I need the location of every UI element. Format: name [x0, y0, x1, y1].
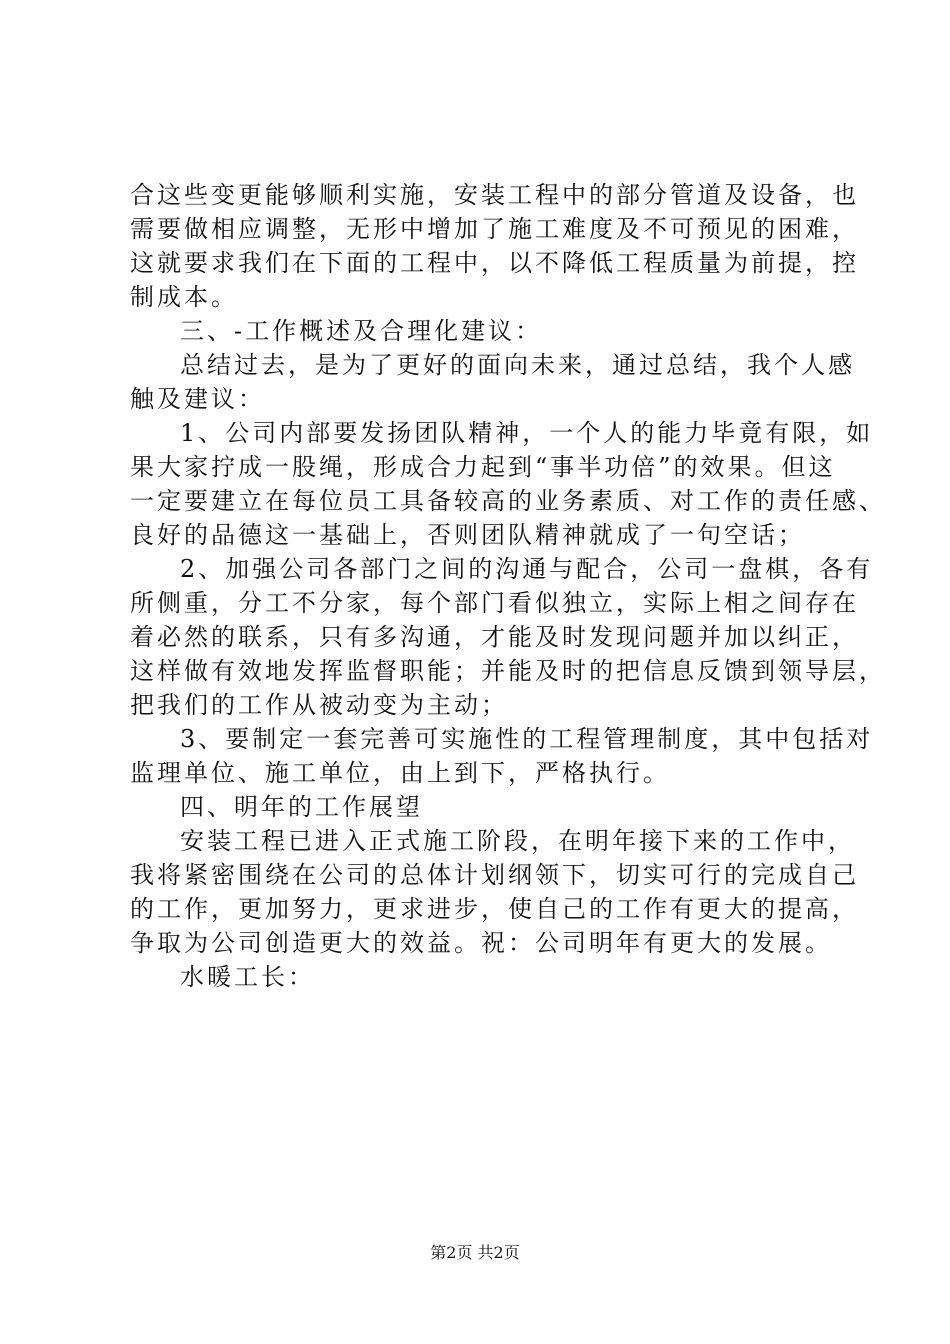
- text-line: 所侧重，分工不分家，每个部门看似独立，实际上相之间存在: [130, 589, 859, 617]
- list-item: 1、公司内部要发扬团队精神，一个人的能力毕竟有限，如: [180, 419, 874, 447]
- text-line: 良好的品德这一基础上，否则团队精神就成了一句空话；: [130, 521, 805, 549]
- page-footer: [0, 1243, 950, 1263]
- text-line: 一定要建立在每位员工具备较高的业务素质、对工作的责任感、: [130, 487, 886, 515]
- text-line: 合这些变更能够顺利实施，安装工程中的部分管道及设备，也: [130, 181, 859, 209]
- section-heading: 四、明年的工作展望: [180, 793, 423, 821]
- text-line: 果大家拧成一股绳，形成合力起到“事半功倍”的效果。但这: [130, 453, 836, 481]
- page-number: 第2页 共2页: [430, 1243, 520, 1262]
- text-line: 安装工程已进入正式施工阶段，在明年接下来的工作中，: [180, 827, 855, 855]
- text-line: 这就要求我们在下面的工程中，以不降低工程质量为前提，控: [130, 249, 859, 277]
- text-line: 着必然的联系，只有多沟通，才能及时发现问题并加以纠正，: [130, 623, 859, 651]
- text-line: 我将紧密围绕在公司的总体计划纲领下，切实可行的完成自己: [130, 861, 859, 889]
- signature-label: 水暖工长：: [180, 963, 315, 991]
- text-line: 这样做有效地发挥监督职能；并能及时的把信息反馈到领导层，: [130, 657, 886, 685]
- text-line: 监理单位、施工单位，由上到下，严格执行。: [130, 759, 670, 787]
- text-line: 制成本。: [130, 283, 238, 311]
- text-line: 总结过去，是为了更好的面向未来，通过总结，我个人感: [180, 351, 855, 379]
- list-item: 2、加强公司各部门之间的沟通与配合，公司一盘棋，各有: [180, 555, 874, 583]
- text-line: 把我们的工作从被动变为主动；: [130, 691, 508, 719]
- list-item: 3、要制定一套完善可实施性的工程管理制度，其中包括对: [180, 725, 874, 753]
- text-line: 争取为公司创造更大的效益。祝：公司明年有更大的发展。: [130, 929, 832, 957]
- text-line: 的工作，更加努力，更求进步，使自己的工作有更大的提高，: [130, 895, 859, 923]
- section-heading: 三、-工作概述及合理化建议：: [180, 317, 543, 345]
- text-line: 触及建议：: [130, 385, 265, 413]
- text-line: 需要做相应调整，无形中增加了施工难度及不可预见的困难，: [130, 215, 859, 243]
- document-body: [130, 178, 886, 994]
